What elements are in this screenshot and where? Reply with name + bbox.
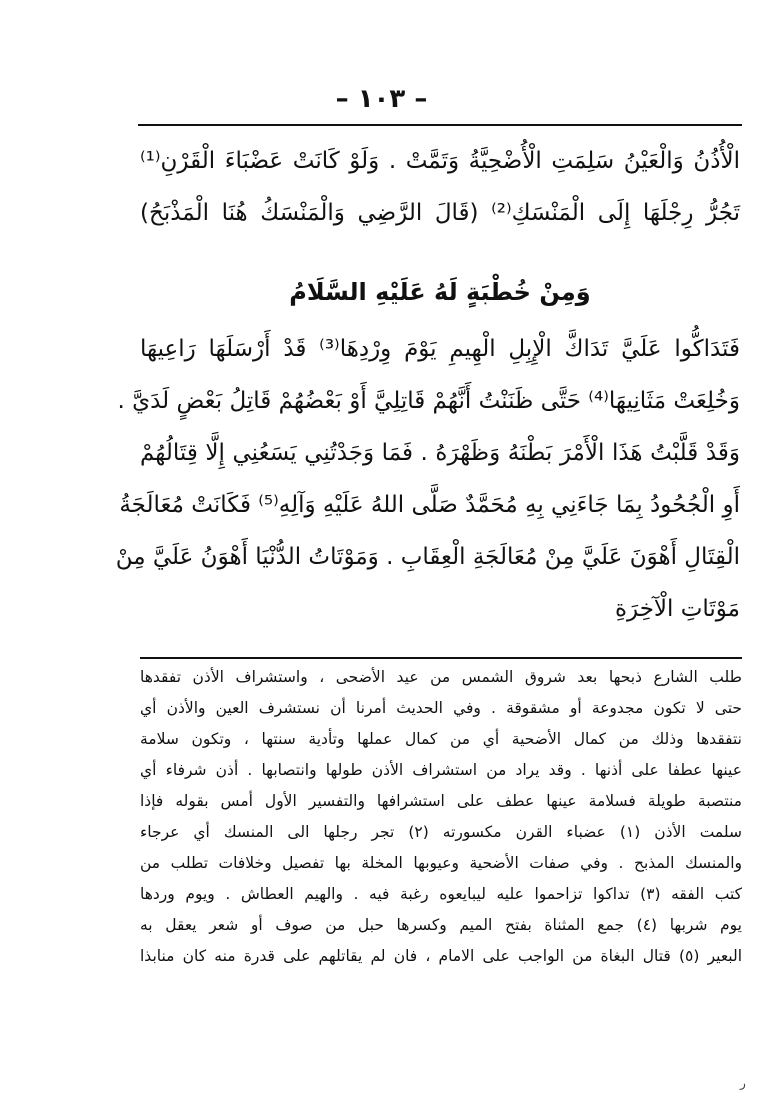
page-number: – ١٠٣ – <box>335 84 428 114</box>
body-line-5: وَقَدْ قَلَّبْتُ هَذَا الْأَمْرَ بَطْنَهُ وَظَهْرَهُ . فَمَا وَجَدْتُنِي يَسَعُنِي إِلَّا قِتَالُهُمْ <box>140 440 740 466</box>
footnote-line-8: كتب الفقه (٣) تداكوا تزاحموا عليه ليبايعوه رغبة فيه . والهيم العطاش . ويوم وردها <box>140 885 742 903</box>
body-line-1: الْأُذُنُ وَالْعَيْنُ سَلِمَتِ الْأُضْحِيَّةُ وَتَمَّتْ . وَلَوْ كَانَتْ عَضْبَاءَ الْقَرْنِ⁽¹⁾ <box>140 148 740 174</box>
body-text-part-2 <box>115 336 740 648</box>
body-line-6: أَوِ الْجُحُودُ بِمَا جَاءَنِي بِهِ مُحَمَّدٌ صَلَّى اللهُ عَلَيْهِ وَآلِهِ⁽⁵⁾ فَكَانَتْ مُعَالَجَةُ <box>119 492 740 518</box>
body-line-7: الْقِتَالِ أَهْوَنَ عَلَيَّ مِنْ مُعَالَجَةِ الْعِقَابِ . وَمَوْتَاتُ الدُّنْيَا أَهْوَنُ عَلَيَّ مِنْ <box>115 544 740 570</box>
body-line-8: مَوْتَاتِ الْآخِرَةِ <box>614 596 740 622</box>
footnote-line-7: والمنسك المذبح . وفي صفات الأضحية وعيوبها المخلة بها تفصيل وخلافات تطلب من <box>140 854 742 872</box>
footnote-line-5: منتصبة طويلة فسلامة عينها عطف على استشرافها والتفسير الأول أمس بقوله فإذا <box>140 792 742 810</box>
footnote-line-9: يوم شربها (٤) جمع المثناة بفتح الميم وكسرها حبل من صوف أو شعر يعقل به <box>140 916 742 934</box>
footnote-line-6: سلمت الأذن (١) عضباء القرن مكسورته (٢) تجر رجلها الى المنسك أي عرجاء <box>140 823 743 841</box>
footnote-line-1: طلب الشارع ذبحها بعد شروق الشمس من عيد الأضحى ، واستشراف الأذن تفقدها <box>140 668 742 686</box>
footnote-line-10: البعير (٥) قتال البغاة من الواجب على الامام ، فان لم يقاتلهم على قدرة منه كان منابذا <box>140 947 743 965</box>
margin-mark: ر <box>740 1076 746 1090</box>
footnote-line-2: حتى لا تكون مجدوعة أو مشقوقة . وفي الحديث أمرنا أن نستشرف العين والأذن أي <box>140 699 742 717</box>
footnote-line-3: نتفقدها وذلك من كمال الأضحية أي من كمال عملها وتأدية سنتها ، وتكون سلامة <box>140 730 742 748</box>
body-line-2: تَجُرُّ رِجْلَهَا إِلَى الْمَنْسَكِ⁽²⁾ (قَالَ الرَّضِي وَالْمَنْسَكُ هُنَا الْمَذْبَحُ) <box>140 200 740 226</box>
section-heading: وَمِنْ خُطْبَةٍ لَهُ عَلَيْهِ السَّلَامُ <box>289 278 591 306</box>
body-line-3: فَتَدَاكُّوا عَلَيَّ تَدَاكَّ الْإِبِلِ الْهِيمِ يَوْمَ وِرْدِهَا⁽³⁾ قَدْ أَرْسَلَهَا رَاعِيهَا <box>140 336 740 362</box>
header-rule <box>138 124 742 126</box>
body-text-part-1 <box>140 150 740 250</box>
body-line-4: وَخُلِعَتْ مَثَانِيهَا⁽⁴⁾ حَتَّى ظَنَنْتُ أَنَّهُمْ قَاتِلِيَّ أَوْ بَعْضُهُمْ قَاتِلُ بَعْضٍ لَدَيَّ . <box>117 388 740 414</box>
footnote-line-4: عينها عطفا على أذنها . وقد يراد من استشراف الأذن طولها وانتصابها . أذن شرفاء أي <box>140 761 742 779</box>
footnotes-rule <box>140 657 742 659</box>
